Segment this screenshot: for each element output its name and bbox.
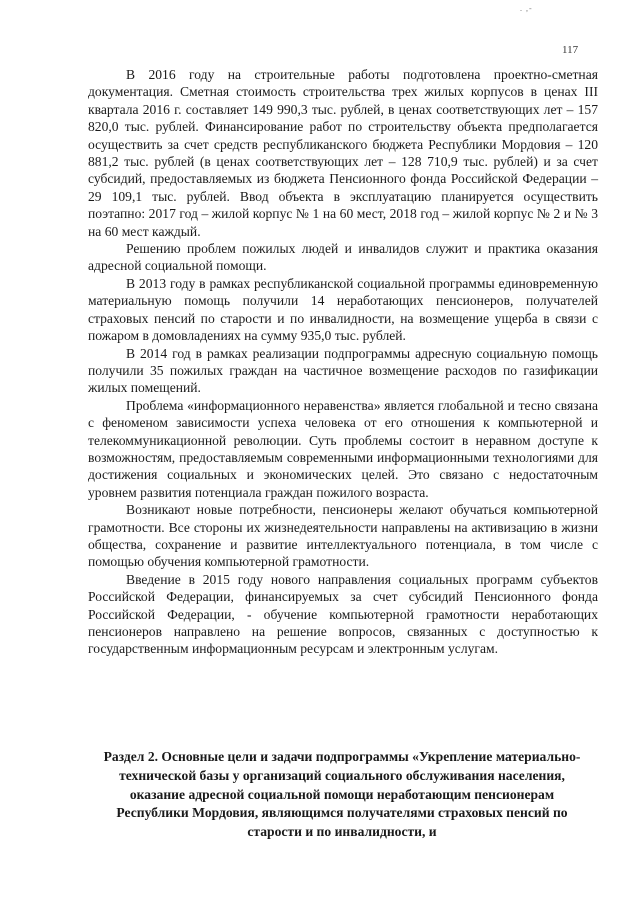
paragraph-2013: В 2013 году в рамках республиканской социальной программы единовременную материальную помощь получили 14 неработающих пенсионеров, получателей страховых пенсий по старости и по инвалидности, на возмещение ущерба в связи с пожаром в домовладениях на сумму 935,0 тыс. рублей.	[88, 275, 598, 344]
corner-mark: . ,-	[520, 4, 533, 13]
paragraph-targeted-aid: Решению проблем пожилых людей и инвалидов служит и практика оказания адресной социальной помощи.	[88, 241, 598, 274]
paragraph-2015-program: Введение в 2015 году нового направления социальных программ субъектов Российской Федерации, финансируемых за счет субсидий Пенсионного фонда Российской Федерации, - обучение компьютерной грамотности неработающих пенсионеров направлено на решение вопросов, связанных с доступностью к государственным информационным ресурсам и электронным услугам.	[88, 571, 598, 657]
paragraph-2014: В 2014 год в рамках реализации подпрограммы адресную социальную помощь получили 35 пожилых граждан на частичное возмещение расходов по газификации жилых помещений.	[88, 345, 598, 396]
paragraph-information-inequality: Проблема «информационного неравенства» является глобальной и тесно связана с феноменом зависимости успеха человека от его отношения к компьютерной и телекоммуникационной революции. Суть проблемы состоит в неравном доступе к возможностям, предоставляемым современными информационными технологиями для достижения социальных и экономических целей. Это связано с недостаточным уровнем развития потенциала граждан пожилого возраста.	[88, 397, 598, 500]
document-body	[88, 66, 598, 658]
section-heading: Раздел 2. Основные цели и задачи подпрограммы «Укрепление материально-технической базы у организаций социального обслуживания населения, оказание адресной социальной помощи неработающим пенсионерам Республики Мордовия, являющимся получателями страховых пенсий по старости и по инвалидности, и	[103, 749, 581, 840]
paragraph-construction: В 2016 году на строительные работы подготовлена проектно-сметная документация. Сметная стоимость строительства трех жилых корпусов в ценах III квартала 2016 г. составляет 149 990,3 тыс. рублей, в ценах соответствующих лет – 157 820,0 тыс. рублей. Финансирование работ по строительству объекта предполагается осуществить за счет средств республиканского бюджета Республики Мордовия – 120 881,2 тыс. рублей (в ценах соответствующих лет – 128 710,9 тыс. рублей) и за счет субсидий, предоставляемых из бюджета Пенсионного фонда Российской Федерации – 29 109,1 тыс. рублей. Ввод объекта в эксплуатацию планируется осуществить поэтапно: 2017 год – жилой корпус № 1 на 60 мест, 2018 год – жилой корпус № 2 и № 3 на 60 мест каждый.	[88, 67, 598, 239]
paragraph-new-needs: Возникают новые потребности, пенсионеры желают обучаться компьютерной грамотности. Все стороны их жизнедеятельности направлены на активизацию в жизни общества, сохранение и развитие интеллектуального потенциала, в том числе с помощью обучения компьютерной грамотности.	[88, 502, 598, 570]
page-number: 117	[562, 44, 579, 56]
